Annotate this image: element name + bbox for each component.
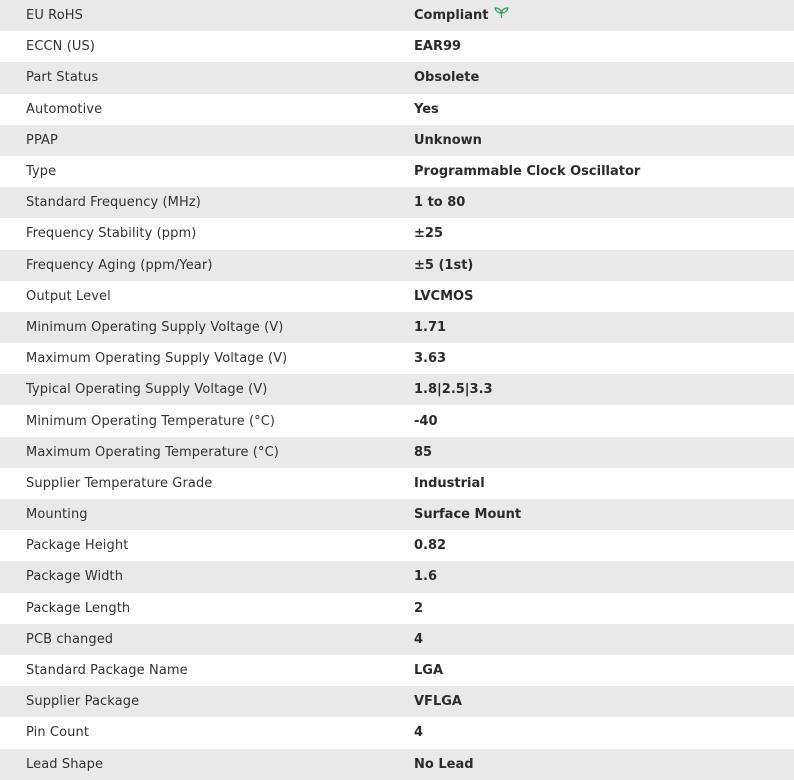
- attribute-value: 1 to 80: [414, 195, 466, 211]
- attribute-value: Unknown: [414, 132, 482, 148]
- attribute-value: VFLGA: [414, 694, 462, 710]
- attribute-value: LVCMOS: [414, 288, 474, 304]
- attribute-value: -40: [414, 413, 438, 429]
- attribute-value: 1.8|2.5|3.3: [414, 382, 493, 398]
- attribute-name: Typical Operating Supply Voltage (V): [26, 382, 268, 398]
- attribute-name: Minimum Operating Temperature (°C): [26, 413, 276, 429]
- attribute-value: 2: [414, 600, 424, 616]
- attribute-name: Standard Package Name: [26, 663, 188, 679]
- attribute-name: EU RoHS: [26, 8, 83, 24]
- attribute-value: [414, 0, 794, 31]
- attribute-value: EAR99: [414, 39, 462, 55]
- attribute-value: 85: [414, 444, 433, 460]
- value-text: Compliant: [414, 8, 489, 24]
- attribute-name: Maximum Operating Supply Voltage (V): [26, 351, 288, 367]
- attribute-value: Surface Mount: [414, 507, 522, 523]
- spec-row-frequency-aging: [0, 250, 794, 281]
- attribute-name: Type: [26, 164, 57, 180]
- spec-row-frequency-stability: [0, 218, 794, 249]
- attribute-value: 0.82: [414, 538, 447, 554]
- attribute-value: LGA: [414, 663, 444, 679]
- spec-row-package-height: [0, 530, 794, 561]
- attribute-name: Minimum Operating Supply Voltage (V): [26, 319, 284, 335]
- attribute-name: ECCN (US): [26, 39, 96, 55]
- attribute-name: Frequency Aging (ppm/Year): [26, 257, 213, 273]
- attribute-value: ±25: [414, 226, 443, 242]
- attribute-name: Mounting: [26, 507, 88, 523]
- attribute-name: Output Level: [26, 288, 111, 304]
- attribute-name: PCB changed: [26, 631, 114, 647]
- attribute-name: Lead Shape: [26, 756, 104, 772]
- spec-row-ppap: [0, 125, 794, 156]
- spec-row-lead-shape: [0, 749, 794, 780]
- spec-row-min-temperature: [0, 405, 794, 436]
- spec-row-output-level: [0, 281, 794, 312]
- spec-row-part-status: [0, 62, 794, 93]
- spec-row-pin-count: [0, 717, 794, 748]
- attribute-name: Automotive: [26, 101, 103, 117]
- attribute-value: Programmable Clock Oscillator: [414, 164, 641, 180]
- attribute-name: Frequency Stability (ppm): [26, 226, 197, 242]
- spec-row-min-supply-voltage: [0, 312, 794, 343]
- attribute-value: 3.63: [414, 351, 447, 367]
- spec-row-automotive: [0, 94, 794, 125]
- attribute-value: No Lead: [414, 756, 474, 772]
- spec-row-typical-supply-voltage: [0, 374, 794, 405]
- attribute-value: 1.6: [414, 569, 438, 585]
- attribute-name: Maximum Operating Temperature (°C): [26, 444, 279, 460]
- spec-row-supplier-package: [0, 686, 794, 717]
- attribute-name: PPAP: [26, 132, 58, 148]
- spec-row-max-supply-voltage: [0, 343, 794, 374]
- attribute-value: ±5 (1st): [414, 257, 474, 273]
- spec-row-mounting: [0, 499, 794, 530]
- spec-row-package-width: [0, 561, 794, 592]
- attribute-value: 4: [414, 631, 424, 647]
- spec-row-type: [0, 156, 794, 187]
- attribute-value: 1.71: [414, 319, 447, 335]
- attribute-name: Supplier Temperature Grade: [26, 475, 213, 491]
- spec-row-standard-frequency: [0, 187, 794, 218]
- attribute-name: Package Height: [26, 538, 129, 554]
- attribute-name: Standard Frequency (MHz): [26, 195, 201, 211]
- attribute-value: 4: [414, 725, 424, 741]
- leaf-icon: [494, 6, 509, 23]
- spec-row-standard-package-name: [0, 655, 794, 686]
- spec-row-pcb-changed: [0, 624, 794, 655]
- attribute-name: Package Length: [26, 600, 131, 616]
- attribute-value: Obsolete: [414, 70, 480, 86]
- attribute-value: Industrial: [414, 475, 485, 491]
- spec-row-package-length: [0, 593, 794, 624]
- attribute-name: Supplier Package: [26, 694, 140, 710]
- attribute-value: Yes: [414, 101, 439, 117]
- spec-row-eu-rohs: [0, 0, 794, 31]
- spec-row-max-temperature: [0, 437, 794, 468]
- attribute-name: Pin Count: [26, 725, 90, 741]
- spec-row-temperature-grade: [0, 468, 794, 499]
- attribute-name: Package Width: [26, 569, 124, 585]
- attribute-name: Part Status: [26, 70, 99, 86]
- spec-row-eccn: [0, 31, 794, 62]
